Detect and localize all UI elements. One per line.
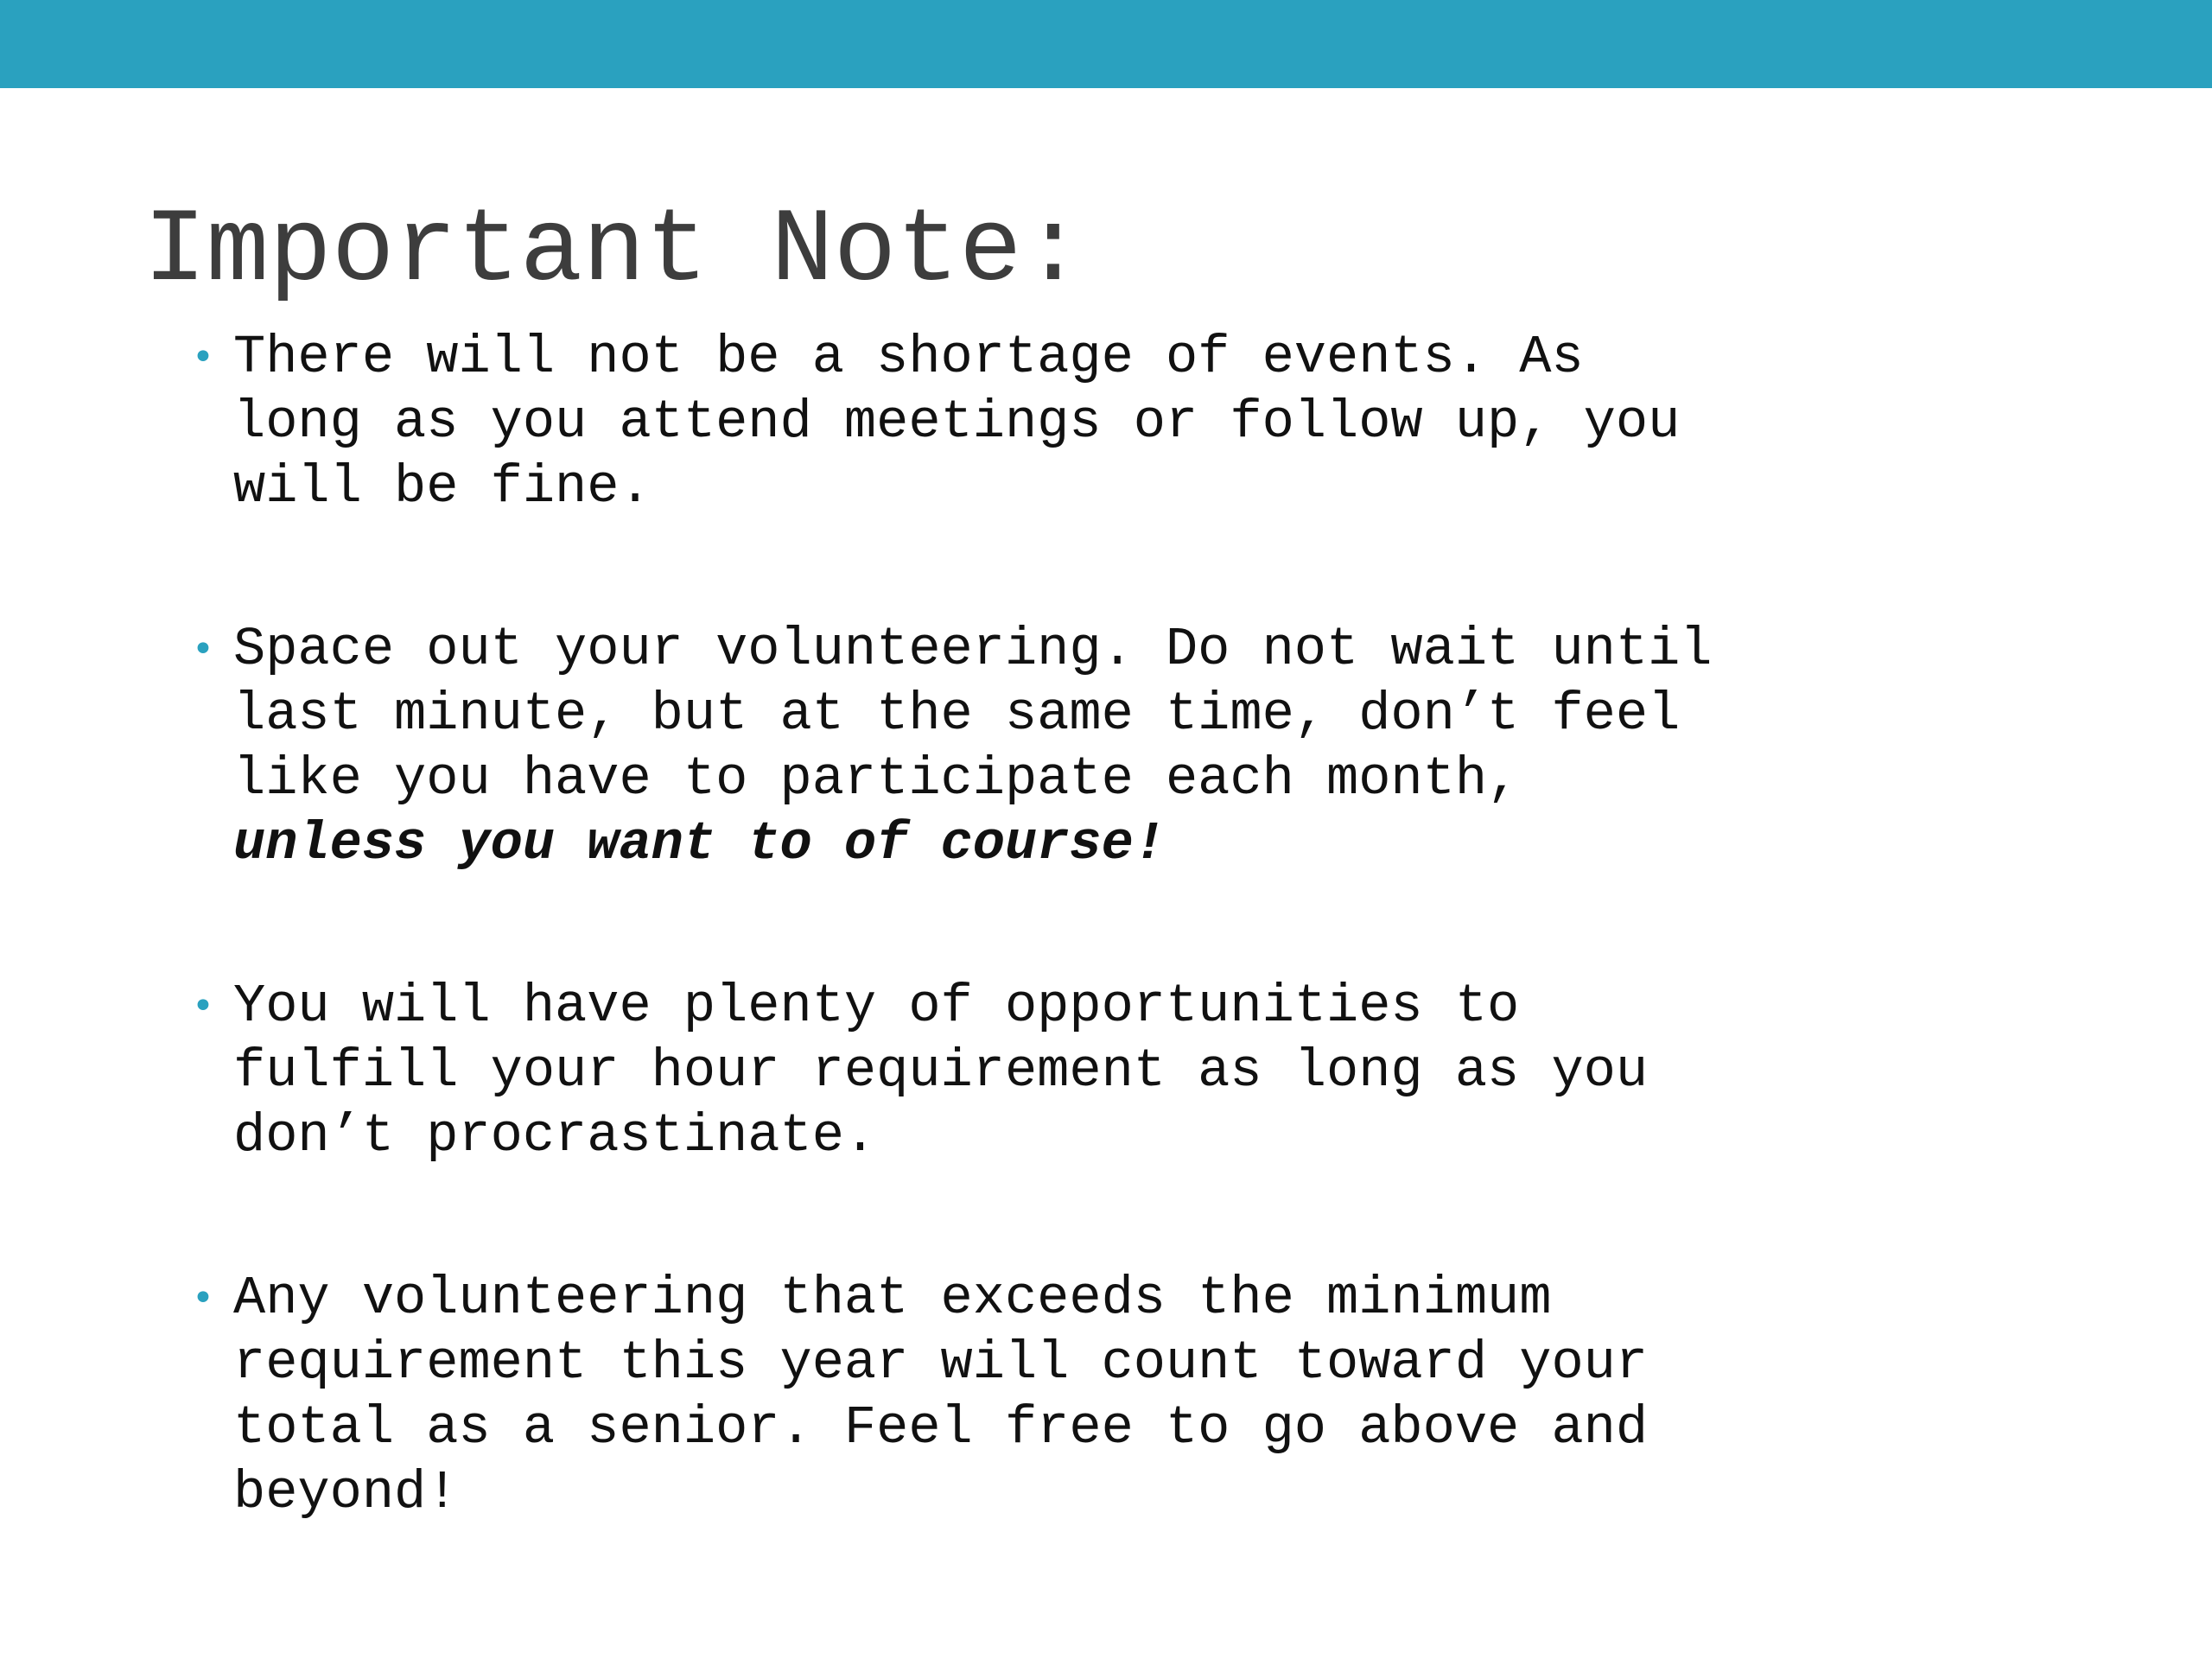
bullet-item <box>183 617 2162 876</box>
header-accent-bar <box>0 0 2212 88</box>
bullet-dot-icon: • <box>192 984 214 1028</box>
bullet-text <box>233 617 2162 876</box>
bullet-item <box>183 974 2162 1168</box>
bullet-dot-icon: • <box>192 627 214 671</box>
bullet-item <box>183 325 2162 519</box>
bullet-list <box>183 325 2162 1623</box>
bullet-text: Any volunteering that exceeds the minimum requirement this year will count toward your total as a senior. Feel free to go above and beyond! <box>233 1268 1649 1523</box>
bullet-text: You will have plenty of opportunities to fulfill your hour requirement as long as you don’t procrastinate. <box>233 976 1649 1166</box>
bullet-emphasis: unless you want to of course! <box>233 813 1166 874</box>
bullet-dot-icon: • <box>192 335 214 379</box>
bullet-item <box>183 1266 2162 1525</box>
bullet-dot-icon: • <box>192 1276 214 1320</box>
slide-title: Important Note: <box>143 193 1085 311</box>
bullet-text: There will not be a shortage of events. As long as you attend meetings or follow up, you will be fine. <box>233 327 1681 518</box>
bullet-text-part: Space out your volunteering. Do not wait until last minute, but at the same time, don’t feel like you have to participate each month, <box>233 619 1713 810</box>
